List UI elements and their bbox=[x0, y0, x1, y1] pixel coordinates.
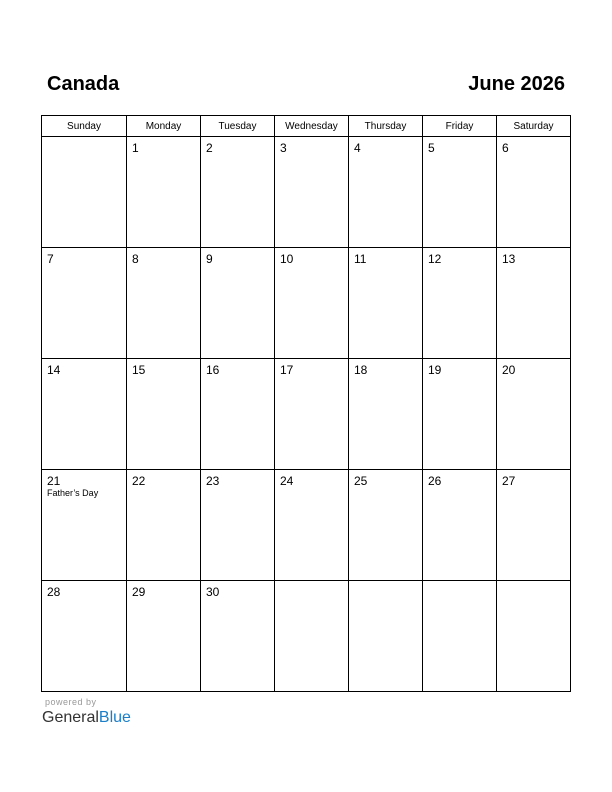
weekday-header-monday: Monday bbox=[127, 116, 201, 137]
day-number: 30 bbox=[206, 585, 220, 599]
calendar-grid bbox=[41, 115, 571, 692]
day-number: 6 bbox=[502, 141, 509, 155]
holiday-label: Father’s Day bbox=[47, 488, 99, 498]
day-cell bbox=[42, 137, 127, 248]
day-cell bbox=[349, 248, 423, 359]
day-number: 12 bbox=[428, 252, 442, 266]
brand-general-text: General bbox=[42, 709, 99, 726]
day-number: 2 bbox=[206, 141, 213, 155]
weekday-header-sunday: Sunday bbox=[42, 116, 127, 137]
day-number: 4 bbox=[354, 141, 361, 155]
day-number: 10 bbox=[280, 252, 294, 266]
day-cell bbox=[201, 359, 275, 470]
day-number: 18 bbox=[354, 363, 368, 377]
week-row bbox=[42, 470, 571, 581]
day-cell bbox=[201, 137, 275, 248]
day-number: 19 bbox=[428, 363, 442, 377]
day-number: 28 bbox=[47, 585, 61, 599]
day-cell bbox=[349, 581, 423, 692]
day-cell bbox=[423, 470, 497, 581]
day-number: 29 bbox=[132, 585, 146, 599]
month-title: June 2026 bbox=[468, 73, 565, 95]
day-cell bbox=[275, 470, 349, 581]
day-cell bbox=[275, 359, 349, 470]
weekday-header-wednesday: Wednesday bbox=[275, 116, 349, 137]
weekday-header-thursday: Thursday bbox=[349, 116, 423, 137]
day-cell bbox=[423, 359, 497, 470]
day-number: 25 bbox=[354, 474, 368, 488]
day-cell bbox=[349, 359, 423, 470]
day-cell bbox=[42, 248, 127, 359]
day-cell bbox=[497, 359, 571, 470]
day-cell bbox=[497, 248, 571, 359]
weekday-header-tuesday: Tuesday bbox=[201, 116, 275, 137]
week-row bbox=[42, 581, 571, 692]
day-number: 20 bbox=[502, 363, 516, 377]
day-number: 17 bbox=[280, 363, 294, 377]
day-number: 7 bbox=[47, 252, 54, 266]
day-number: 23 bbox=[206, 474, 220, 488]
day-cell bbox=[201, 470, 275, 581]
day-number: 24 bbox=[280, 474, 294, 488]
day-number: 9 bbox=[206, 252, 213, 266]
day-cell bbox=[127, 581, 201, 692]
day-number: 13 bbox=[502, 252, 516, 266]
day-number: 5 bbox=[428, 141, 435, 155]
generalblue-logo[interactable] bbox=[42, 708, 131, 728]
day-number: 1 bbox=[132, 141, 139, 155]
country-title: Canada bbox=[47, 73, 120, 95]
week-row bbox=[42, 359, 571, 470]
week-row bbox=[42, 248, 571, 359]
day-cell bbox=[275, 137, 349, 248]
day-cell bbox=[349, 470, 423, 581]
day-cell bbox=[349, 137, 423, 248]
day-cell bbox=[42, 359, 127, 470]
day-number: 8 bbox=[132, 252, 139, 266]
day-number: 14 bbox=[47, 363, 61, 377]
weekday-header-friday: Friday bbox=[423, 116, 497, 137]
day-cell bbox=[423, 248, 497, 359]
brand-blue-text: Blue bbox=[98, 709, 131, 726]
weekday-header-row bbox=[42, 116, 571, 137]
day-cell bbox=[127, 137, 201, 248]
day-cell bbox=[42, 581, 127, 692]
day-number: 26 bbox=[428, 474, 442, 488]
weekday-header-saturday: Saturday bbox=[497, 116, 571, 137]
day-cell bbox=[42, 470, 127, 581]
day-number: 16 bbox=[206, 363, 220, 377]
day-cell bbox=[497, 470, 571, 581]
day-cell bbox=[275, 248, 349, 359]
day-cell bbox=[423, 581, 497, 692]
day-cell bbox=[201, 248, 275, 359]
day-number: 21 bbox=[47, 474, 61, 488]
day-number: 3 bbox=[280, 141, 287, 155]
day-cell bbox=[497, 581, 571, 692]
day-cell bbox=[127, 359, 201, 470]
day-cell bbox=[201, 581, 275, 692]
powered-by-text: powered by bbox=[45, 697, 97, 707]
day-cell bbox=[127, 470, 201, 581]
day-cell bbox=[275, 581, 349, 692]
day-cell bbox=[423, 137, 497, 248]
week-row bbox=[42, 137, 571, 248]
day-cell bbox=[127, 248, 201, 359]
day-cell bbox=[497, 137, 571, 248]
day-number: 27 bbox=[502, 474, 516, 488]
day-number: 11 bbox=[354, 252, 367, 266]
day-number: 22 bbox=[132, 474, 146, 488]
day-number: 15 bbox=[132, 363, 146, 377]
